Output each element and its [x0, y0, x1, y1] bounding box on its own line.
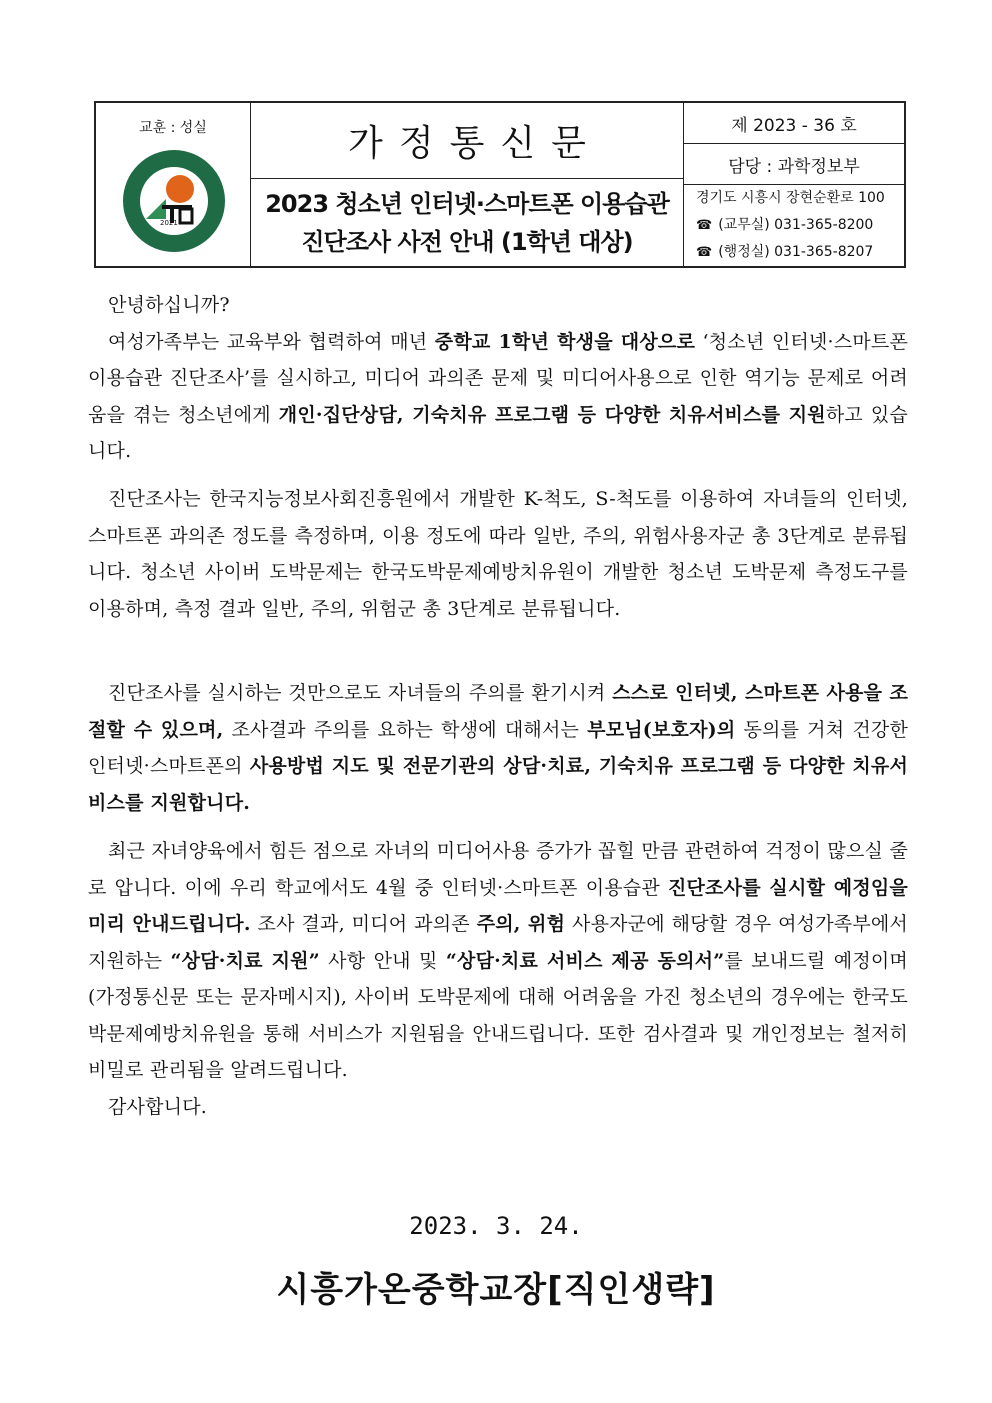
p3-bold-a: 스스로 인터넷, 스마트폰 사용을 조절할 수 있으며, [88, 682, 908, 741]
p3-text-c: 동의를 거쳐 건강한 인터넷·스마트폰의 [88, 718, 908, 777]
p4-bold-b: 주의, 위험 [476, 913, 566, 935]
p4-bold-d: “상담·치료 서비스 제공 동의서” [445, 949, 725, 972]
subtitle-line-2: 진단조사 사전 안내 (1학년 대상) [301, 227, 633, 256]
p4-text-e: 를 보내드릴 예정이며(가정통신문 또는 문자메시지), 사이버 도박문제에 대해 어려움을 가진 청소년의 경우에는 한국도박문제예방치유원을 통해 서비스가 지원됨을 안내드립니다. 또한 검사결과 및 개인정보는 철저히 비밀로 관리됨을 알려드립니다. [88, 949, 908, 1081]
issue-number: 제 2023 - 36 호 [684, 103, 904, 144]
paragraph-3 [88, 675, 908, 821]
school-motto: 교훈 : 성실 [139, 120, 207, 136]
school-address: 경기도 시흥시 장현순환로 100 [696, 190, 885, 206]
p4-text-d: 사항 안내 및 [319, 949, 446, 972]
p1-bold-b: 개인·집단상담, 기숙치유 프로그램 등 다양한 치유서비스를 지원 [278, 403, 826, 426]
title-cell [251, 103, 684, 266]
p1-bold-a: 중학교 1학년 학생을 대상으로 [434, 330, 696, 353]
p4-text-a: 최근 자녀양육에서 힘든 점으로 자녀의 미디어사용 증가가 꼽힐 만큼 관련하여 걱정이 많으실 줄로 압니다. 이에 우리 학교에서도 4월 중 인터넷·스마트폰 이용습관 [88, 840, 908, 899]
greeting: 안녕하십니까? [108, 294, 230, 316]
p1-text-b: ‘청소년 인터넷·스마트폰 이용습관 진단조사’를 실시하고, 미디어 과의존 문제 및 미디어사용으로 인한 역기능 문제로 어려움을 겪는 청소년에게 [88, 330, 908, 426]
p3-text-a: 진단조사를 실시하는 것만으로도 자녀들의 주의를 환기시켜 [108, 682, 613, 704]
phone-teacher-room: ☎ (교무실) 031-365-8200 [696, 212, 904, 239]
paragraph-4-block [88, 833, 908, 1125]
issue-date: 2023. 3. 24. [409, 1212, 583, 1240]
paragraph-1 [88, 324, 908, 470]
p3-text-b: 조사결과 주의를 요하는 학생에 대해서는 [223, 718, 588, 741]
info-cell [684, 103, 904, 266]
phone-admin-room: ☎ (행정실) 031-365-8207 [696, 239, 904, 266]
document-subtitle [251, 179, 683, 266]
p1-text-c: 하고 있습니다. [88, 403, 908, 462]
paragraph-2: 진단조사는 한국지능정보사회진흥원에서 개발한 K-척도, S-척도를 이용하여 자녀들의 인터넷, 스마트폰 과의존 정도를 측정하며, 이용 정도에 따라 일반, 주의, 위험사용자군 총 3단계로 분류됩니다. 청소년 사이버 도박문제는 한국도박문제예방치유원이 개발한 청소년 도박문제 측정도구를 이용하며, 측정 결과 일반, 주의, 위험군 총 3단계로 분류됩니다. [88, 488, 908, 620]
p4-text-b: 조사 결과, 미디어 과의존 [250, 913, 477, 935]
p3-bold-b: 부모님(보호자)의 [587, 718, 736, 741]
p4-bold-c: “상담·치료 지원” [170, 949, 320, 972]
logo-year: 2021 [160, 219, 178, 227]
document-title: 가정통신문 [251, 103, 683, 179]
paragraph-2-block [88, 481, 908, 627]
header-table [94, 101, 906, 268]
p4-text-c: 사용자군에 해당할 경우 여성가족부에서 지원하는 [88, 913, 908, 972]
p3-bold-c: 사용방법 지도 및 전문기관의 상담·치료, 기숙치유 프로그램 등 다양한 치유서비스를 지원합니다. [88, 755, 908, 814]
closing: 감사합니다. [108, 1095, 208, 1118]
logo-cell [96, 103, 251, 266]
department: 담당 : 과학정보부 [684, 144, 904, 185]
subtitle-line-1: 2023 청소년 인터넷·스마트폰 이용습관 [265, 189, 669, 218]
school-logo-icon [122, 149, 226, 253]
p4-bold-a: 진단조사를 실시할 예정임을 미리 안내드립니다. [88, 876, 908, 935]
contact-block [684, 185, 904, 266]
principal-signature: 시흥가온중학교장[직인생략] [276, 1270, 716, 1310]
letter-body [88, 287, 908, 470]
paragraph-3-block [88, 675, 908, 821]
p1-text-a: 여성가족부는 교육부와 협력하여 매년 [108, 330, 435, 353]
paragraph-4 [88, 833, 908, 1089]
